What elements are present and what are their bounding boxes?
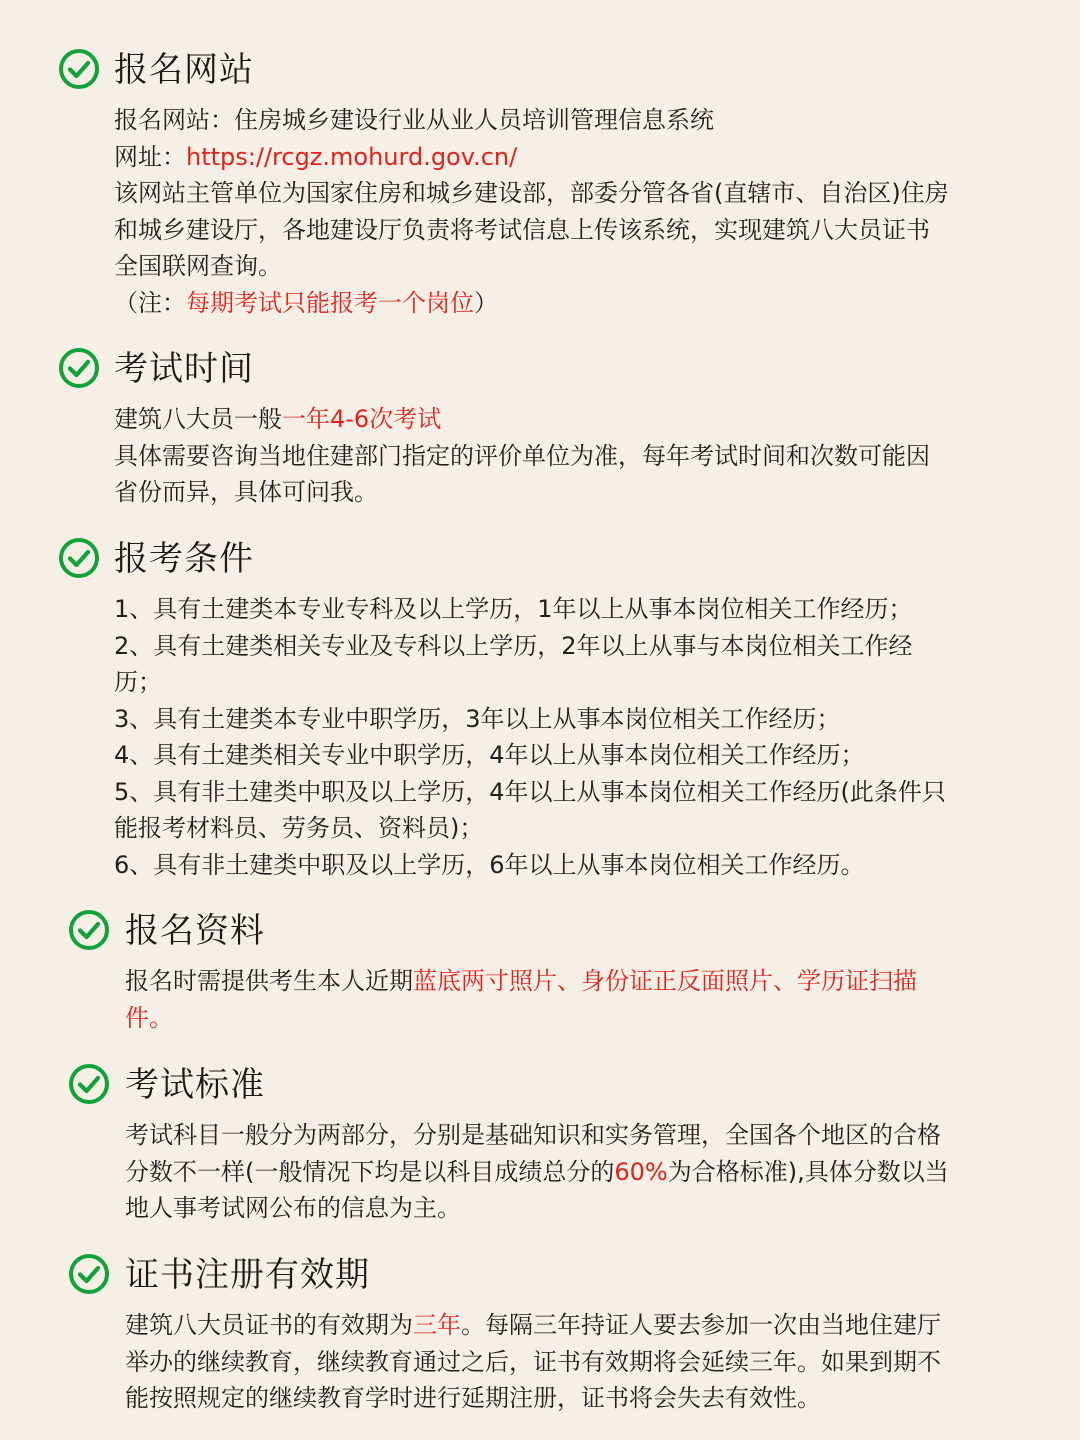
section-body [125,1307,941,1417]
body-line [114,628,946,665]
text-run: 和城乡建设厅，各地建设厅负责将考试信息上传该系统，实现建筑八大员证书 [114,215,930,244]
section-exam-standard [0,1057,1080,1222]
text-run: 。每隔三年持证人要去参加一次由当地住建厅 [461,1311,941,1339]
text-run: 4、具有土建类相关专业中职学历，4年以上从事本岗位相关工作经历； [114,741,865,769]
text-run: ） [474,288,498,317]
section-header [0,903,1080,959]
section-header [0,341,1080,397]
body-line [125,1190,949,1227]
section-body [114,401,930,511]
highlight-text: 三年 [413,1311,461,1339]
text-run: 历； [114,668,162,696]
section-header [0,1247,1080,1303]
section-title: 报名资料 [125,911,265,951]
text-run: 能报考材料员、劳务员、资料员)； [114,814,484,842]
text-run: 6、具有非土建类中职及以上学历，6年以上从事本岗位相关工作经历。 [114,850,865,879]
body-line [114,591,946,628]
body-line [114,810,946,847]
text-run: 5、具有非土建类中职及以上学历，4年以上从事本岗位相关工作经历(此条件只 [114,777,946,806]
body-line [125,963,917,1000]
check-circle-icon [68,1063,110,1105]
highlight-text: 每期考试只能报考一个岗位 [186,288,474,317]
text-run: 报名时需提供考生本人近期 [125,967,413,995]
highlight-text: 件。 [125,1003,173,1032]
text-run: 建筑八大员证书的有效期为 [125,1311,413,1339]
body-line [125,1154,949,1191]
body-line [114,248,949,285]
check-circle-icon [58,48,100,90]
text-run: 网址： [114,142,186,171]
section-title: 考试标准 [125,1065,265,1105]
body-line [114,664,946,701]
body-line [114,139,949,176]
body-line [125,1000,917,1037]
text-run: 具体需要咨询当地住建部门指定的评价单位为准，每年考试时间和次数可能因 [114,441,930,470]
body-line [114,285,949,322]
text-run: 全国联网查询。 [114,252,282,280]
text-run: 地人事考试网公布的信息为主。 [125,1194,461,1222]
section-eligibility [0,531,1080,879]
body-line [114,774,946,811]
section-title: 报名网站 [114,50,254,90]
section-body [125,963,917,1036]
text-run: 该网站主管单位为国家住房和城乡建设部，部委分管各省(直辖市、自治区)住房 [114,179,949,207]
section-body [114,102,949,321]
text-run: 1、具有土建类本专业专科及以上学历，1年以上从事本岗位相关工作经历； [114,595,913,623]
check-circle-icon [68,1253,110,1295]
text-run: 报名网站：住房城乡建设行业从业人员培训管理信息系统 [114,106,714,134]
section-body [125,1117,949,1227]
body-line [114,401,930,438]
section-registration-website [0,42,1080,317]
body-line [114,212,949,249]
section-header [0,531,1080,587]
body-line [114,847,946,884]
section-header [0,1057,1080,1113]
body-line [125,1117,949,1154]
body-line [114,474,930,511]
section-title: 报考条件 [114,539,254,579]
check-circle-icon [58,347,100,389]
body-line [114,175,949,212]
section-header [0,42,1080,98]
section-certificate-validity [0,1247,1080,1412]
check-circle-icon [58,537,100,579]
body-line [114,102,949,139]
highlight-text: 一年4-6次考试 [282,405,442,433]
body-line [125,1344,941,1381]
body-line [125,1307,941,1344]
text-run: 分数不一样(一般情况下均是以科目成绩总分的 [125,1157,615,1186]
section-title: 证书注册有效期 [125,1255,370,1295]
body-line [114,701,946,738]
text-run: 省份而异，具体可问我。 [114,478,378,506]
text-run: 建筑八大员一般 [114,405,282,433]
section-registration-materials [0,903,1080,1032]
text-run: 考试科目一般分为两部分，分别是基础知识和实务管理，全国各个地区的合格 [125,1121,941,1149]
text-run: 能按照规定的继续教育学时进行延期注册，证书将会失去有效性。 [125,1384,821,1412]
text-run: 举办的继续教育，继续教育通过之后，证书有效期将会延续三年。如果到期不 [125,1347,941,1376]
highlight-text: 60% [614,1157,668,1186]
body-line [114,737,946,774]
text-run: 3、具有土建类本专业中职学历，3年以上从事本岗位相关工作经历； [114,704,841,733]
section-exam-time [0,341,1080,506]
body-line [114,438,930,475]
section-body [114,591,946,883]
text-run: 2、具有土建类相关专业及专科以上学历，2年以上从事与本岗位相关工作经 [114,631,913,660]
text-run: （注： [114,288,186,317]
body-line [125,1380,941,1417]
highlight-text: 蓝底两寸照片、身份证正反面照片、学历证扫描 [413,967,917,995]
text-run: 为合格标准),具体分数以当 [667,1157,949,1186]
website-url-link[interactable]: https://rcgz.mohurd.gov.cn/ [186,142,518,171]
check-circle-icon [68,909,110,951]
section-title: 考试时间 [114,349,254,389]
